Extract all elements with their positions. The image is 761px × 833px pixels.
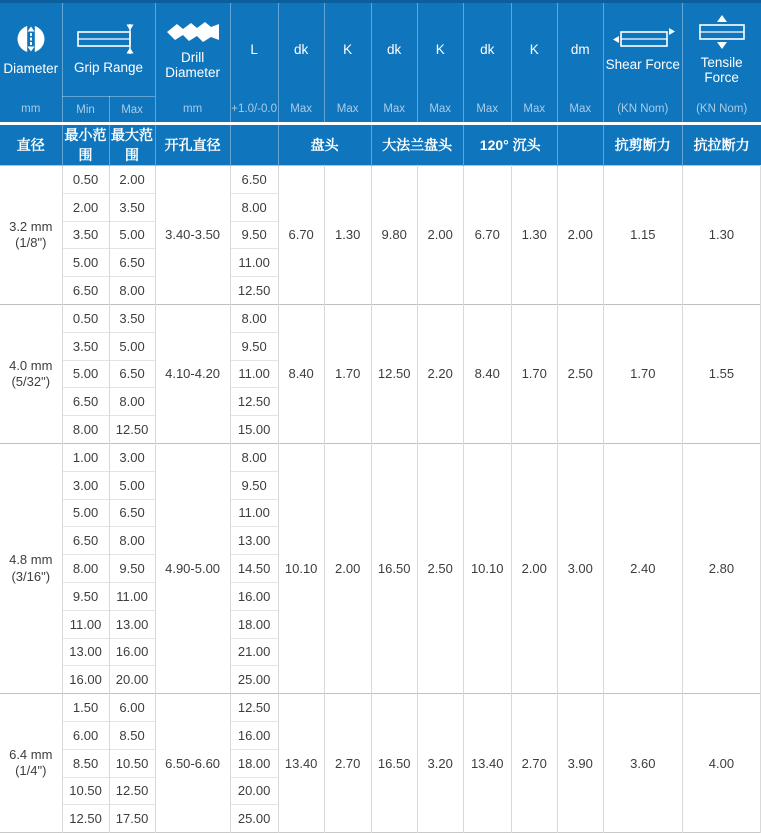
cell-drill-diameter: 3.40-3.50: [155, 166, 230, 305]
cell-tensile-force: 1.30: [682, 166, 760, 305]
cell-shear-force: 1.15: [603, 166, 682, 305]
cell-length: 13.00: [230, 527, 278, 555]
cell-length: 12.50: [230, 277, 278, 305]
cell-grip-max: 8.50: [109, 721, 155, 749]
col-shear-force-header: [603, 2, 682, 97]
col-shear-force-label: Shear Force: [605, 57, 680, 73]
cell-grip-min: 3.50: [62, 221, 109, 249]
sub-grip-max: Max: [109, 97, 155, 124]
diameter-fraction: (5/32"): [11, 373, 51, 389]
cell-dk-pan-head: 6.70: [278, 166, 324, 305]
sub-k-pan-max: Max: [324, 97, 371, 124]
cell-length: 16.00: [230, 721, 278, 749]
cn-dm-blank: [557, 124, 603, 166]
sub-dm-max: Max: [557, 97, 603, 124]
cell-grip-max: 8.00: [109, 277, 155, 305]
cell-length: 15.00: [230, 416, 278, 444]
cn-drill-diameter: 开孔直径: [155, 124, 230, 166]
cell-length: 12.50: [230, 694, 278, 722]
cn-tensile-force: 抗拉断力: [682, 124, 760, 166]
cell-k-countersunk: 1.70: [511, 304, 557, 443]
cell-shear-force: 2.40: [603, 443, 682, 693]
cn-grip-max: 最大范围: [109, 124, 155, 166]
cell-tensile-force: 1.55: [682, 304, 760, 443]
cell-drill-diameter: 6.50-6.60: [155, 694, 230, 833]
cell-grip-max: 12.50: [109, 416, 155, 444]
cell-diameter-group: [0, 694, 62, 833]
sub-k-flange-max: Max: [417, 97, 463, 124]
cell-length: 6.50: [230, 166, 278, 194]
cn-large-flange-head: 大法兰盘头: [371, 124, 463, 166]
cell-grip-min: 5.00: [62, 360, 109, 388]
spec-row: [0, 694, 761, 722]
cn-diameter: 直径: [0, 124, 62, 166]
header-main-row: [0, 2, 761, 97]
cell-dk-large-flange: 12.50: [371, 304, 417, 443]
cell-dk-countersunk: 10.10: [463, 443, 511, 693]
cell-grip-max: 5.00: [109, 471, 155, 499]
cell-grip-min: 0.50: [62, 304, 109, 332]
diameter-value: 3.2 mm: [9, 218, 53, 234]
cell-grip-max: 9.50: [109, 555, 155, 583]
cell-grip-max: 3.50: [109, 304, 155, 332]
cell-length: 11.00: [230, 360, 278, 388]
cell-k-countersunk: 2.70: [511, 694, 557, 833]
cell-grip-max: 13.00: [109, 610, 155, 638]
cell-grip-min: 8.00: [62, 555, 109, 583]
cell-length: 8.00: [230, 443, 278, 471]
cell-length: 12.50: [230, 388, 278, 416]
cell-grip-min: 1.50: [62, 694, 109, 722]
cell-length: 21.00: [230, 638, 278, 666]
sub-diameter-mm: mm: [0, 97, 62, 124]
cell-shear-force: 1.70: [603, 304, 682, 443]
cell-dk-countersunk: 6.70: [463, 166, 511, 305]
cell-grip-min: 5.00: [62, 499, 109, 527]
cell-grip-min: 3.50: [62, 332, 109, 360]
cell-length: 9.50: [230, 221, 278, 249]
col-diameter-label: Diameter: [3, 61, 59, 77]
cell-grip-max: 6.50: [109, 499, 155, 527]
cell-grip-max: 8.00: [109, 388, 155, 416]
sub-dk-csk-max: Max: [463, 97, 511, 124]
cell-diameter-group: [0, 304, 62, 443]
spec-table-body: [0, 166, 761, 833]
col-dk-flange-header: [371, 2, 417, 97]
tensile-force-icon: [694, 14, 750, 50]
col-tensile-force-header: [682, 2, 760, 97]
cell-grip-min: 9.50: [62, 582, 109, 610]
cell-dk-countersunk: 13.40: [463, 694, 511, 833]
cell-dm: 3.90: [557, 694, 603, 833]
cn-countersunk-head: 120° 沉头: [463, 124, 557, 166]
cell-grip-max: 20.00: [109, 666, 155, 694]
cell-grip-min: 1.00: [62, 443, 109, 471]
cell-k-large-flange: 2.20: [417, 304, 463, 443]
cell-dm: 2.00: [557, 166, 603, 305]
cell-grip-min: 6.50: [62, 388, 109, 416]
cell-length: 18.00: [230, 749, 278, 777]
header-units-row: [0, 97, 761, 124]
col-diameter-header: [0, 2, 62, 97]
cell-grip-min: 12.50: [62, 805, 109, 833]
cell-grip-max: 3.50: [109, 193, 155, 221]
cell-grip-max: 16.00: [109, 638, 155, 666]
cell-dm: 2.50: [557, 304, 603, 443]
cell-length: 16.00: [230, 582, 278, 610]
cell-grip-min: 8.00: [62, 416, 109, 444]
cell-drill-diameter: 4.10-4.20: [155, 304, 230, 443]
col-dk-csk-header: [463, 2, 511, 97]
cell-dk-large-flange: 9.80: [371, 166, 417, 305]
col-k-flange-header: [417, 2, 463, 97]
col-dk-pan-header: [278, 2, 324, 97]
cell-drill-diameter: 4.90-5.00: [155, 443, 230, 693]
cell-k-pan-head: 2.70: [324, 694, 371, 833]
cell-grip-max: 5.00: [109, 221, 155, 249]
cell-grip-min: 16.00: [62, 666, 109, 694]
sub-length-tolerance: +1.0/-0.0: [230, 97, 278, 124]
col-k-pan-header: [324, 2, 371, 97]
cell-diameter-group: [0, 443, 62, 693]
col-k-csk-header: [511, 2, 557, 97]
diameter-icon: [14, 22, 48, 56]
cell-length: 9.50: [230, 471, 278, 499]
cell-tensile-force: 2.80: [682, 443, 760, 693]
cell-grip-min: 2.00: [62, 193, 109, 221]
cell-grip-max: 11.00: [109, 582, 155, 610]
spec-row: [0, 166, 761, 194]
cell-grip-min: 6.50: [62, 527, 109, 555]
diameter-fraction: (3/16"): [11, 568, 51, 584]
cn-grip-min: 最小范围: [62, 124, 109, 166]
cell-length: 8.00: [230, 193, 278, 221]
cell-length: 25.00: [230, 666, 278, 694]
cell-grip-max: 2.00: [109, 166, 155, 194]
cell-length: 20.00: [230, 777, 278, 805]
cell-shear-force: 3.60: [603, 694, 682, 833]
cell-k-pan-head: 2.00: [324, 443, 371, 693]
cell-k-countersunk: 2.00: [511, 443, 557, 693]
spec-row: [0, 443, 761, 471]
cell-dm: 3.00: [557, 443, 603, 693]
cn-length-blank: [230, 124, 278, 166]
sub-drill-mm: mm: [155, 97, 230, 124]
cell-grip-max: 6.50: [109, 249, 155, 277]
sub-grip-min: Min: [62, 97, 109, 124]
cell-k-pan-head: 1.70: [324, 304, 371, 443]
col-drill-diameter-header: [155, 2, 230, 97]
col-dk-csk-label: dk: [480, 41, 495, 57]
cell-length: 14.50: [230, 555, 278, 583]
cell-dk-countersunk: 8.40: [463, 304, 511, 443]
shear-force-icon: [609, 26, 677, 52]
col-grip-range-label: Grip Range: [74, 60, 144, 76]
cell-grip-min: 6.00: [62, 721, 109, 749]
cell-grip-max: 17.50: [109, 805, 155, 833]
cell-dk-pan-head: 8.40: [278, 304, 324, 443]
sub-dk-flange-max: Max: [371, 97, 417, 124]
diameter-value: 6.4 mm: [9, 746, 53, 762]
col-dm-header: [557, 2, 603, 97]
cell-grip-max: 6.50: [109, 360, 155, 388]
col-length-header: [230, 2, 278, 97]
cell-grip-max: 5.00: [109, 332, 155, 360]
col-k-flange-label: K: [435, 41, 445, 57]
cell-grip-max: 8.00: [109, 527, 155, 555]
cell-grip-min: 13.00: [62, 638, 109, 666]
cell-grip-min: 0.50: [62, 166, 109, 194]
cn-shear-force: 抗剪断力: [603, 124, 682, 166]
cell-grip-min: 8.50: [62, 749, 109, 777]
spec-row: [0, 304, 761, 332]
cell-grip-max: 10.50: [109, 749, 155, 777]
cell-dk-pan-head: 13.40: [278, 694, 324, 833]
diameter-value: 4.0 mm: [9, 357, 53, 373]
grip-range-icon: [72, 23, 146, 55]
cell-grip-min: 11.00: [62, 610, 109, 638]
col-grip-range-header: [62, 2, 155, 97]
spec-table-header: [0, 2, 761, 166]
col-length-label: L: [250, 41, 258, 57]
sub-tensile-unit: (KN Nom): [682, 97, 760, 124]
col-k-csk-label: K: [529, 41, 539, 57]
diameter-value: 4.8 mm: [9, 552, 53, 568]
cell-grip-max: 3.00: [109, 443, 155, 471]
cell-length: 9.50: [230, 332, 278, 360]
sub-k-csk-max: Max: [511, 97, 557, 124]
cell-length: 11.00: [230, 499, 278, 527]
sub-shear-unit: (KN Nom): [603, 97, 682, 124]
cell-dk-large-flange: 16.50: [371, 443, 417, 693]
diameter-fraction: (1/4"): [15, 763, 47, 779]
col-drill-diameter-label: Drill Diameter: [165, 49, 220, 81]
cell-tensile-force: 4.00: [682, 694, 760, 833]
cell-length: 18.00: [230, 610, 278, 638]
cell-dk-large-flange: 16.50: [371, 694, 417, 833]
cell-grip-min: 5.00: [62, 249, 109, 277]
col-dm-label: dm: [570, 41, 590, 57]
sub-dk-pan-max: Max: [278, 97, 324, 124]
col-tensile-force-label: Tensile Force: [700, 54, 743, 86]
cell-k-countersunk: 1.30: [511, 166, 557, 305]
drill-icon: [165, 19, 221, 45]
cell-length: 8.00: [230, 304, 278, 332]
cell-dk-pan-head: 10.10: [278, 443, 324, 693]
col-k-pan-label: K: [343, 41, 353, 57]
cell-grip-max: 12.50: [109, 777, 155, 805]
cn-pan-head: 盘头: [278, 124, 371, 166]
cell-k-large-flange: 3.20: [417, 694, 463, 833]
cell-diameter-group: [0, 166, 62, 305]
cell-grip-max: 6.00: [109, 694, 155, 722]
diameter-fraction: (1/8"): [15, 234, 47, 250]
cell-grip-min: 6.50: [62, 277, 109, 305]
col-dk-flange-label: dk: [387, 41, 402, 57]
cell-k-pan-head: 1.30: [324, 166, 371, 305]
header-chinese-row: [0, 124, 761, 166]
cell-k-large-flange: 2.50: [417, 443, 463, 693]
cell-grip-min: 10.50: [62, 777, 109, 805]
cell-length: 25.00: [230, 805, 278, 833]
col-dk-pan-label: dk: [294, 41, 309, 57]
cell-grip-min: 3.00: [62, 471, 109, 499]
cell-k-large-flange: 2.00: [417, 166, 463, 305]
cell-length: 11.00: [230, 249, 278, 277]
